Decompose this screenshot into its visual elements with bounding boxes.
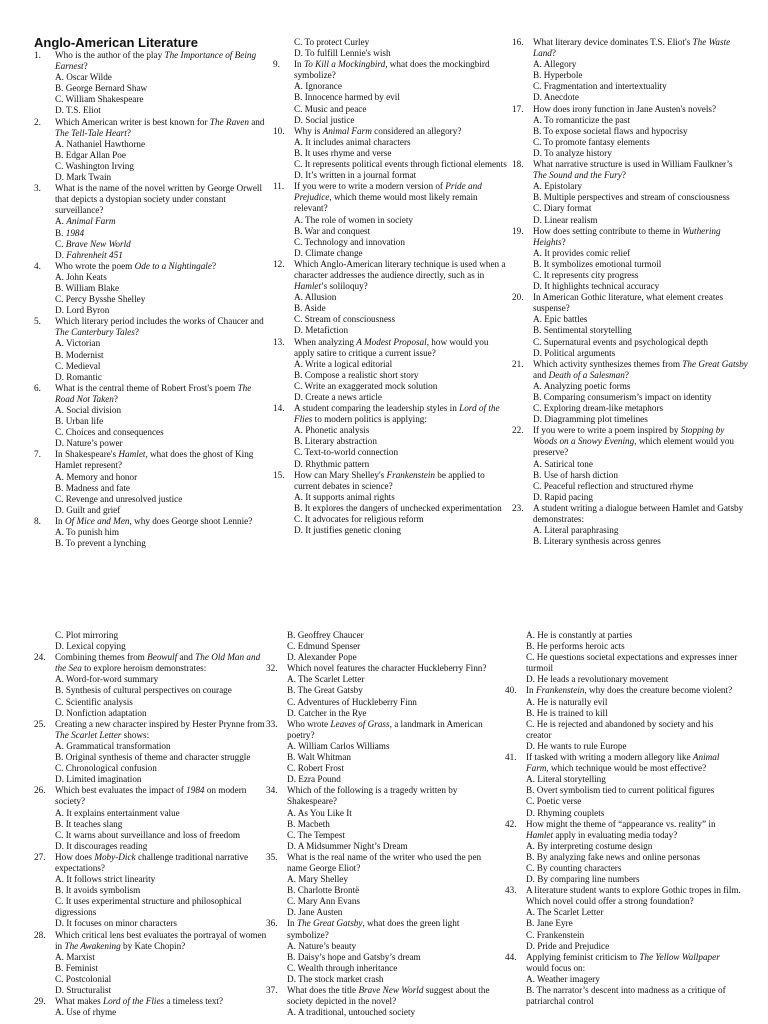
answer-option: A. By interpreting costume design [526,840,653,851]
answer-option: C. Percy Bysshe Shelley [55,294,146,305]
question-41 [505,752,741,819]
answer-option: D. Ezra Pound [287,774,341,785]
question-number: 26. [34,785,46,796]
answer-option: B. Madness and fate [55,482,131,493]
question-number: 10. [273,125,285,136]
answer-option: A. Phonetic analysis [294,425,370,436]
answer-option: B. George Bernard Shaw [55,83,148,94]
answer-option: C. Medieval [55,360,101,371]
answer-option: A. Grammatical transformation [55,740,171,751]
answer-option: C. Brave New World [55,238,131,249]
answer-option: D. It highlights technical accuracy [533,281,660,292]
answer-option: D. Rhythmic pattern [294,458,370,469]
question-25 [34,719,270,786]
answer-option: A. As You Like It [287,807,352,818]
answer-option: D. Romantic [55,371,102,382]
answer-option: B. Urban life [55,416,104,427]
question-text: 14. A student comparing the leadership styles in Lord of the Flies to modern politics is applying: [273,403,500,425]
question-9 [273,59,509,126]
answer-option: C. Scientific analysis [55,696,133,707]
answer-option: B. Walt Whitman [287,752,351,763]
question-text: 23. A student writing a dialogue between Hamlet and Gatsby demonstrates: [512,502,744,525]
answer-option: A. John Keats [55,271,107,282]
question-text: 29. What makes Lord of the Flies a timeless text? [34,996,224,1007]
answer-option: B. The narrator’s descent into madness as a critique of patriarchal control [526,985,726,1007]
answer-option: B. It avoids symbolism [55,885,141,896]
answer-option: A. Animal Farm [55,216,116,227]
question-number: 20. [512,292,524,303]
answer-option: C. Diary format [533,203,592,214]
answer-option: D. Structuralist [55,985,112,995]
answer-option: C. Supernatural events and psychological depth [533,336,709,347]
answer-option: A. The Scarlet Letter [526,907,604,918]
question-number: 24. [34,652,46,663]
answer-option: A. Nathaniel Hawthorne [55,138,146,149]
answer-option: D. Create a news article [294,392,383,402]
answer-option: C. Text-to-world connection [294,447,399,458]
question-23 [512,503,748,547]
question-number: 16. [512,37,524,47]
question-44 [505,952,741,1007]
question-number: 23. [512,502,524,513]
answer-option: D. A Midsummer Night’s Dream [287,840,408,851]
question-text: 24. Combining themes from Beowulf and The Old Man and the Sea to explore heroism demonstrates: [34,652,261,674]
question-text: 6. What is the central theme of Robert Frost's poem The Road Not Taken? [34,382,252,404]
answer-option: B. War and conquest [294,225,371,236]
question-text: 4. Who wrote the poem Ode to a Nightingale? [34,260,217,271]
question-number: 12. [273,258,285,269]
answer-option: C. To promote fantasy elements [533,136,650,147]
question-16 [512,37,748,104]
answer-option: B. Use of harsh diction [533,469,618,480]
answer-option: A. It includes animal characters [294,136,411,147]
column-4 [34,630,270,1018]
answer-option: B. Feminist [55,962,98,973]
question-number: 17. [512,103,524,114]
answer-option: C. Write an exaggerated mock solution [294,380,438,391]
question-11 [273,181,509,259]
answer-option: A. The role of women in society [294,214,413,225]
question-text: 22. If you were to write a poem inspired by Stopping by Woods on a Snowy Evening, which element would you preserve? [512,425,735,458]
answer-option: B. Sentimental storytelling [533,325,632,336]
answer-option: B. Jane Eyre [526,918,573,929]
answer-option: C. By counting characters [526,862,622,873]
question-text: 7. In Shakespeare's Hamlet, what does the ghost of King Hamlet represent? [34,449,254,471]
answer-option: C. Choices and consequences [55,427,164,438]
question-number: 35. [266,851,278,862]
answer-option: C. Poetic verse [526,796,582,807]
answer-option: C. Robert Frost [287,763,344,774]
question-10 [273,126,509,181]
question-number: 19. [512,225,524,236]
answer-option: A. William Carlos Williams [287,740,390,751]
answer-option: A. Victorian [55,338,101,349]
question-text: 12. Which Anglo-American literary technique is used when a character addresses the audience directly, such as in Hamlet’s soliloquy? [273,258,506,292]
answer-option: C. Fragmentation and intertextuality [533,81,667,92]
question-text: 8. In Of Mice and Men, why does George shoot Lennie? [34,515,253,526]
answer-option: C. It advocates for religious reform [294,514,424,525]
question-number: 28. [34,929,46,940]
question-number: 4. [34,260,41,271]
answer-option: A. The Scarlet Letter [287,674,365,685]
question-2 [34,117,270,184]
question-number: 1. [34,50,41,60]
answer-option: B. It symbolizes emotional turmoil [533,258,662,269]
answer-option: B. To prevent a lynching [55,538,146,549]
answer-option: D. Limited imagination [55,774,142,785]
question-43 [505,885,741,952]
answer-option: A. Allegory [533,59,577,70]
question-number: 41. [505,752,517,763]
question-text: 25. Creating a new character inspired by Hester Prynne from The Scarlet Letter shows: [34,718,265,740]
answer-option: D. The stock market crash [287,973,384,984]
question-text: 11. If you were to write a modern version of Pride and Prejudice, which theme would most likely remain relevant? [273,181,482,214]
question-text: 17. How does irony function in Jane Austen's novels? [512,103,717,114]
answer-option: A. Literal paraphrasing [533,525,619,536]
question-number: 36. [266,918,278,929]
question-text: 27. How does Moby-Dick challenge traditional narrative expectations? [34,851,249,873]
answer-option: B. Charlotte Brontë [287,885,360,896]
answer-option: D. Guilt and grief [55,504,121,515]
answer-option: D. Rapid pacing [533,491,593,502]
question-number: 11. [273,181,285,192]
answer-option: B. It teaches slang [55,818,123,829]
answer-option: D. Lexical copying [55,641,126,652]
answer-option: D. It discourages reading [55,840,148,851]
answer-option: B. Overt symbolism tied to current political figures [526,785,715,796]
question-text: 13. When analyzing A Modest Proposal, how would you apply satire to critique a current issue? [273,336,489,358]
question-number: 29. [34,996,46,1007]
question-text: 18. What narrative structure is used in William Faulkner’s The Sound and the Fury? [512,159,733,181]
answer-option: C. The Tempest [287,829,345,840]
answer-option: B. Geoffrey Chaucer [287,630,364,640]
question-text: 33. Who wrote Leaves of Grass, a landmark in American poetry? [266,718,483,740]
answer-option: B. Comparing consumerism’s impact on identity [533,392,712,402]
answer-option: C. Adventures of Huckleberry Finn [287,696,417,707]
answer-option: A. Weather imagery [526,973,600,984]
answer-option: D. Metafiction [294,325,349,336]
question-12 [273,259,509,337]
question-text: 32. Which novel features the character Huckleberry Finn? [266,663,487,674]
question-text: 41. If tasked with writing a modern allegory like Animal Farm, which technique would be most effective? [505,752,720,774]
answer-option: C. Wealth through inheritance [287,962,398,973]
question-number: 13. [273,336,285,347]
answer-option: C. It uses experimental structure and philosophical digressions [55,896,242,918]
question-text: 20. In American Gothic literature, what element creates suspense? [512,292,724,314]
question-24 [34,652,270,719]
answer-option: D. Political arguments [533,347,616,358]
question-1 [34,50,270,117]
answer-option: A. To romanticize the past [533,114,630,125]
answer-option: D. Alexander Pope [287,652,357,663]
answer-option: A. Word-for-word summary [55,674,159,685]
question-number: 21. [512,358,524,369]
question-text: 36. In The Great Gatsby, what does the green light symbolize? [266,918,460,940]
question-text: 1. Who is the author of the play The Importance of Being Earnest? [34,50,257,72]
question-number: 2. [34,116,41,127]
answer-option: D. Jane Austen [287,907,343,918]
question-number: 44. [505,951,517,962]
answer-option: B. Modernist [55,349,104,360]
question-40 [505,685,741,752]
question-4 [34,261,270,316]
question-continuation [266,630,502,663]
answer-option: A. Analyzing poetic forms [533,380,631,391]
answer-option: D. Social justice [294,114,355,125]
question-5 [34,316,270,383]
answer-option: B. Literary abstraction [294,436,377,447]
answer-option: B. Edgar Allan Poe [55,149,126,160]
answer-option: D. Anecdote [533,92,579,103]
answer-option: A. It follows strict linearity [55,874,156,885]
answer-option: D. To analyze history [533,147,612,158]
answer-option: A. A traditional, untouched society [287,1007,416,1018]
answer-option: C. Peaceful reflection and structured rhyme [533,480,694,491]
answer-option: D. Lord Byron [55,305,110,316]
question-number: 25. [34,718,46,729]
question-number: 9. [273,59,280,70]
answer-option: B. To expose societal flaws and hypocrisy [533,125,688,136]
answer-option: B. It uses rhyme and verse [294,147,392,158]
answer-option: A. Mary Shelley [287,874,348,885]
question-37 [266,985,502,1018]
answer-option: C. Music and peace [294,103,367,114]
question-number: 42. [505,818,517,829]
answer-option: C. Washington Irving [55,160,134,171]
question-17 [512,104,748,159]
answer-option: C. Mary Ann Evans [287,896,360,907]
question-number: 8. [34,515,41,526]
answer-option: C. It warns about surveillance and loss of freedom [55,829,240,840]
question-number: 6. [34,382,41,393]
column-3 [512,37,748,547]
question-text: 28. Which critical lens best evaluates the portrayal of women in The Awakening by Kate Chopin? [34,929,267,951]
answer-option: C. William Shakespeare [55,94,144,105]
answer-option: C. Stream of consciousness [294,314,396,325]
question-29 [34,996,270,1018]
answer-option: B. By analyzing fake news and online personas [526,851,701,862]
question-number: 37. [266,985,278,995]
question-number: 15. [273,469,285,480]
answer-option: A. Nature’s beauty [287,940,357,951]
question-42 [505,819,741,886]
question-6 [34,383,270,450]
answer-option: C. Plot mirroring [55,630,119,640]
answer-option: D. Diagramming plot timelines [533,414,648,425]
answer-option: B. 1984 [55,227,85,238]
answer-option: C. Exploring dream-like metaphors [533,403,664,414]
question-text: 26. Which best evaluates the impact of 1984 on modern society? [34,785,247,807]
question-number: 18. [512,159,524,170]
answer-option: A. It provides comic relief [533,247,631,258]
question-continuation [505,630,741,685]
answer-option: A. Write a logical editorial [294,358,393,369]
question-8 [34,516,270,549]
answer-option: B. Synthesis of cultural perspectives on courage [55,685,232,696]
answer-option: D. Nonfiction adaptation [55,707,147,718]
answer-option: C. Revenge and unresolved justice [55,493,183,504]
answer-option: D. Climate change [294,247,363,258]
question-continuation [273,37,509,59]
question-text: 42. How might the theme of “appearance vs. reality” in Hamlet apply in evaluating media today? [505,818,716,840]
question-text: 40. In Frankenstein, why does the creature become violent? [505,685,733,696]
question-text: 9. In To Kill a Mockingbird, what does the mockingbird symbolize? [273,59,490,81]
answer-option: A. Satirical tone [533,458,593,469]
answer-option: A. It supports animal rights [294,491,395,502]
answer-option: D. Rhyming couplets [526,807,605,818]
answer-option: D. Nature’s power [55,438,123,449]
question-text: 21. Which activity synthesizes themes from The Great Gatsby and Death of a Salesman? [512,358,748,380]
answer-option: C. It represents city progress [533,269,639,280]
answer-option: B. He performs heroic acts [526,641,625,652]
answer-option: A. Epic battles [533,314,588,325]
question-number: 33. [266,718,278,729]
answer-option: B. Macbeth [287,818,330,829]
question-28 [34,930,270,997]
page-title: Anglo-American Literature [34,35,198,50]
answer-option: A. Oscar Wilde [55,72,112,83]
answer-option: B. Multiple perspectives and stream of consciousness [533,192,730,203]
answer-option: A. Literal storytelling [526,774,606,785]
answer-option: A. Memory and honor [55,471,138,482]
question-text: 15. How can Mary Shelley's Frankenstein be applied to current debates in science? [273,469,485,491]
answer-option: D. Linear realism [533,214,598,225]
question-33 [266,719,502,786]
question-number: 3. [34,183,41,194]
column-6 [505,630,741,1007]
column-5 [266,630,502,1018]
column-2 [273,37,509,536]
answer-option: D. Catcher in the Rye [287,707,367,718]
question-34 [266,785,502,852]
question-text: 43. A literature student wants to explore Gothic tropes in film. Which novel could offer a strong foundation? [505,885,741,907]
answer-option: D. T.S. Eliot [55,105,101,116]
answer-option: C. Technology and innovation [294,236,405,247]
question-text: 35. What is the real name of the writer who used the pen name George Eliot? [266,851,482,873]
answer-option: A. Marxist [55,951,95,962]
question-18 [512,159,748,226]
answer-option: D. Pride and Prejudice [526,940,610,951]
column-1 [34,36,270,549]
answer-option: A. He is naturally evil [526,696,608,707]
answer-option: C. Frankenstein [526,929,585,940]
answer-option: A. To punish him [55,527,120,538]
answer-option: B. Daisy’s hope and Gatsby’s dream [287,951,421,962]
question-text: 3. What is the name of the novel written by George Orwell that depicts a dystopian society under constant surveillance? [34,183,262,216]
answer-option: B. Hyperbole [533,70,583,81]
answer-option: B. William Blake [55,282,120,293]
answer-option: A. Epistolary [533,181,582,192]
question-22 [512,425,748,503]
question-text: 2. Which American writer is best known for The Raven and The Tell-Tale Heart? [34,116,265,138]
question-32 [266,663,502,718]
answer-option: B. Original synthesis of theme and character struggle [55,752,251,763]
answer-option: D. It focuses on minor characters [55,918,177,929]
answer-option: C. He questions societal expectations and expresses inner turmoil [526,652,738,674]
question-20 [512,292,748,359]
question-number: 22. [512,425,524,436]
question-text: 10. Why is Animal Farm considered an allegory? [273,125,462,136]
question-text: 37. What does the title Brave New World suggest about the society depicted in the novel? [266,985,490,1007]
question-continuation [34,630,270,652]
question-text: 34. Which of the following is a tragedy written by Shakespeare? [266,785,458,807]
answer-option: D. He wants to rule Europe [526,740,627,751]
answer-option: D. To fulfill Lennie's wish [294,48,391,59]
question-7 [34,449,270,516]
answer-option: C. It represents political events through fictional elements [294,159,507,170]
answer-option: B. He is trained to kill [526,707,608,718]
answer-option: B. Compose a realistic short story [294,369,419,380]
question-36 [266,918,502,985]
answer-option: C. To protect Curley [294,37,370,47]
answer-option: A. Use of rhyme [55,1007,117,1018]
question-number: 43. [505,885,517,896]
question-26 [34,785,270,852]
answer-option: B. Aside [294,303,326,314]
question-number: 5. [34,316,41,327]
question-number: 34. [266,785,278,796]
answer-option: B. It explores the dangers of unchecked experimentation [294,502,502,513]
question-text: 5. Which literary period includes the works of Chaucer and The Canterbury Tales? [34,316,264,338]
question-number: 27. [34,851,46,862]
question-13 [273,337,509,404]
answer-option: C. Chronological confusion [55,763,157,774]
question-27 [34,852,270,930]
answer-option: A. He is constantly at parties [526,630,633,640]
question-text: 16. What literary device dominates T.S. Eliot's The Waste Land? [512,37,731,59]
answer-option: D. It’s written in a journal format [294,170,417,181]
answer-option: B. Literary synthesis across genres [533,536,661,547]
answer-option: D. It justifies genetic cloning [294,525,401,536]
answer-option: C. Edmund Spenser [287,641,361,652]
question-35 [266,852,502,919]
question-15 [273,470,509,537]
question-number: 40. [505,685,517,696]
answer-option: B. The Great Gatsby [287,685,363,696]
question-text: 44. Applying feminist criticism to The Yellow Wallpaper would focus on: [505,951,720,973]
answer-option: D. By comparing line numbers [526,874,640,885]
answer-option: D. Mark Twain [55,172,112,183]
answer-option: C. He is rejected and abandoned by society and his creator [526,718,714,740]
question-number: 32. [266,663,278,674]
answer-option: A. Social division [55,405,122,415]
question-14 [273,403,509,470]
answer-option: A. Allusion [294,292,337,303]
question-3 [34,183,270,261]
question-number: 14. [273,403,285,414]
question-text: 19. How does setting contribute to theme in Wuthering Heights? [512,225,721,247]
question-21 [512,359,748,426]
answer-option: D. Fahrenheit 451 [55,249,123,260]
answer-option: D. He leads a revolutionary movement [526,674,669,685]
question-number: 7. [34,449,41,460]
answer-option: B. Innocence harmed by evil [294,92,400,103]
answer-option: A. It explains entertainment value [55,807,180,818]
question-19 [512,226,748,293]
answer-option: A. Ignorance [294,81,342,92]
answer-option: C. Postcolonial [55,973,112,984]
